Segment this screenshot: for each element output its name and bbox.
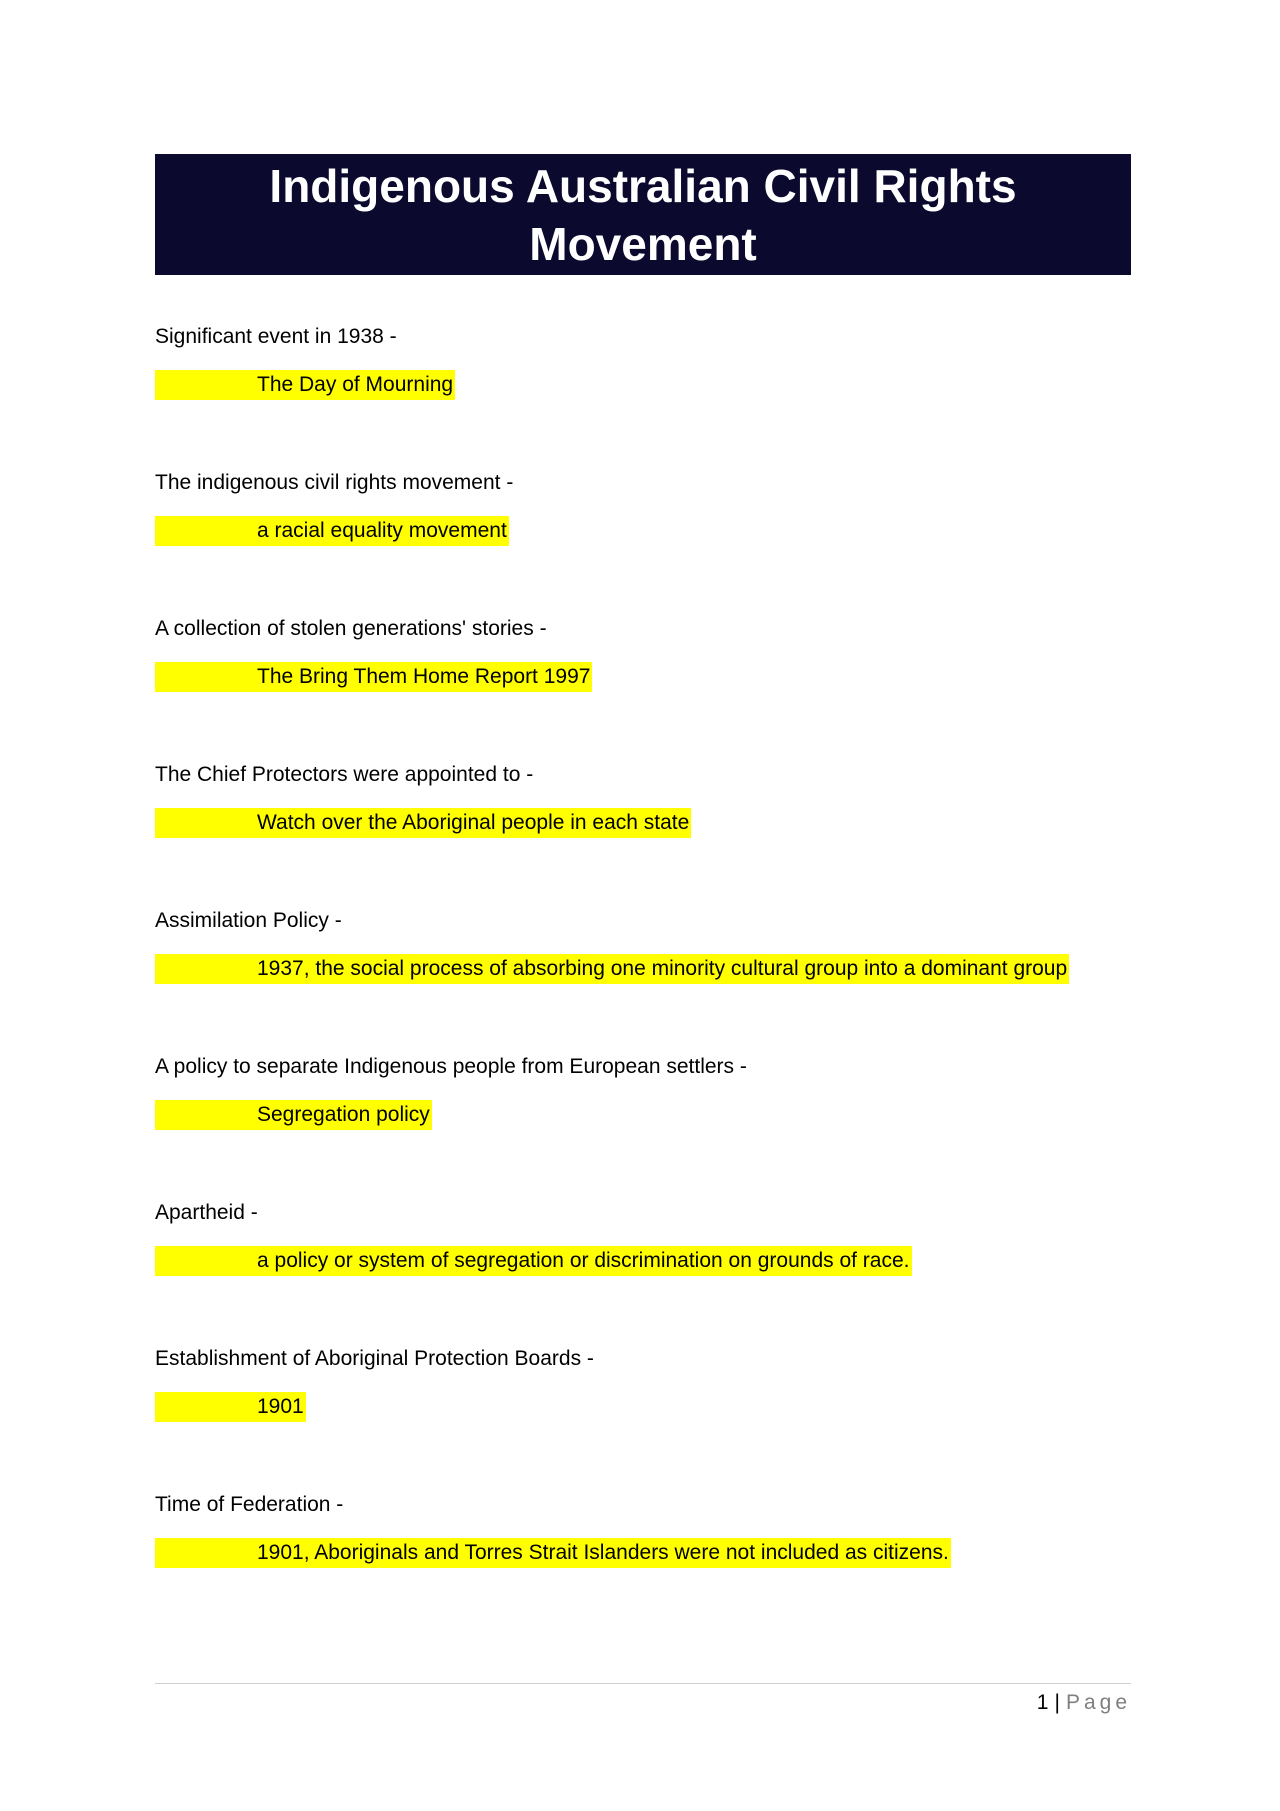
question-text: Significant event in 1938 - <box>155 325 397 348</box>
question-text: The Chief Protectors were appointed to - <box>155 763 534 786</box>
page-footer <box>1037 1688 1131 1718</box>
footer-divider <box>155 1683 1131 1684</box>
title-banner <box>155 154 1131 275</box>
qa-item <box>155 1490 1131 1636</box>
question-text: A policy to separate Indigenous people from European settlers - <box>155 1055 747 1078</box>
page-label: Page <box>1065 1691 1131 1714</box>
qa-item <box>155 1052 1131 1198</box>
highlighted-answer: 1901 <box>155 1392 306 1422</box>
question-text: The indigenous civil rights movement - <box>155 471 514 494</box>
question-text: Time of Federation - <box>155 1493 344 1516</box>
qa-item <box>155 322 1131 468</box>
footer-separator: | <box>1054 1691 1060 1714</box>
qa-item <box>155 760 1131 906</box>
qa-item <box>155 906 1131 1052</box>
highlighted-answer: The Day of Mourning <box>155 370 455 400</box>
question-text: Assimilation Policy - <box>155 909 342 932</box>
page-number: 1 <box>1036 1691 1049 1714</box>
highlighted-answer: The Bring Them Home Report 1997 <box>155 662 592 692</box>
highlighted-answer: Watch over the Aboriginal people in each state <box>155 808 691 838</box>
question-text: Establishment of Aboriginal Protection Boards - <box>155 1347 594 1370</box>
highlighted-answer: 1901, Aboriginals and Torres Strait Islanders were not included as citizens. <box>155 1538 951 1568</box>
question-text: Apartheid - <box>155 1201 258 1224</box>
question-text: A collection of stolen generations' stories - <box>155 617 547 640</box>
highlighted-answer: a racial equality movement <box>155 516 509 546</box>
qa-item <box>155 468 1131 614</box>
document-page <box>155 0 1131 1811</box>
highlighted-answer: 1937, the social process of absorbing one minority cultural group into a dominant group <box>155 954 1069 984</box>
qa-item <box>155 1198 1131 1344</box>
qa-item <box>155 614 1131 760</box>
document-title: Indigenous Australian Civil Rights Movement <box>269 159 1017 270</box>
qa-item <box>155 1344 1131 1490</box>
highlighted-answer: a policy or system of segregation or discrimination on grounds of race. <box>155 1246 912 1276</box>
highlighted-answer: Segregation policy <box>155 1100 432 1130</box>
question-answer-list <box>155 322 1131 1636</box>
